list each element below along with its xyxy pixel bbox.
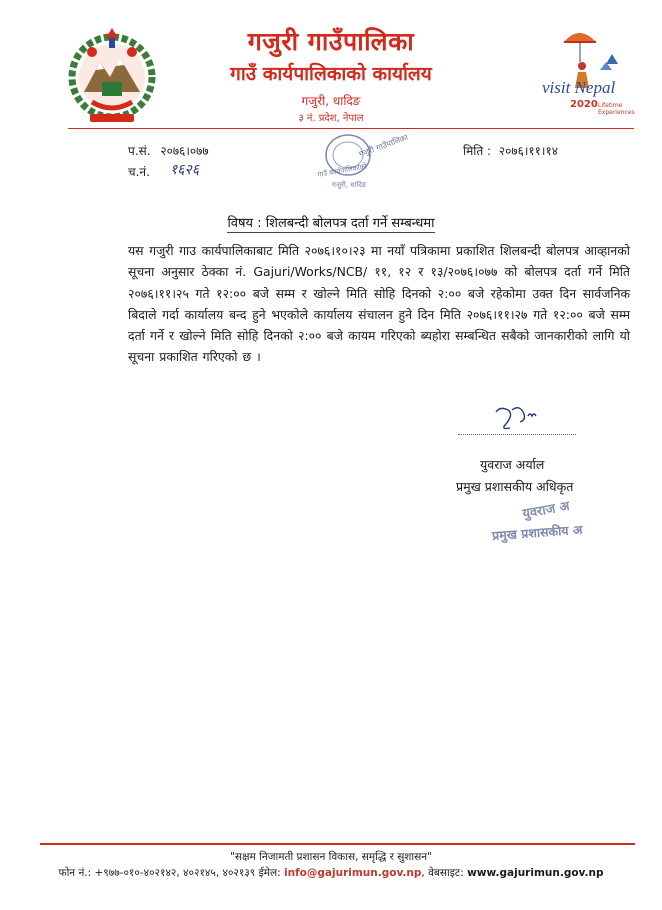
visit-logo-tagline: Lifetime Experiences [598,102,635,116]
letter-date [463,142,558,159]
date-label: मिति : [463,144,492,158]
office-stamp [300,123,410,193]
footer-contact [0,866,662,880]
footer-phone: फोन नं.: +९७७-०१०-४०२१४२, ४०२१४५, ४०२१३९ ईमेल: [58,867,281,879]
address-line1: गजुरी, धादिङ [301,94,361,108]
visit-logo-text: visit Nepal [542,78,616,97]
footer-email[interactable]: info@gajurimun.gov.np [284,867,422,879]
stamp-line2: गाउँ कार्यपालिकाको [316,162,368,179]
org-name: गजुरी गाउँपालिका [247,27,415,56]
officer-stamp-line2: प्रमुख प्रशासकीय अ [491,521,583,544]
footer-website[interactable]: www.gajurimun.gov.np [467,867,604,879]
footer-motto: "सक्षम निजामती प्रशासन विकास, समृद्धि र सुशासन" [230,851,432,863]
patra-sankhya-value: २०७६।०७७ [160,144,209,158]
signature-mark [490,402,550,438]
chalani-number: १६२६ [170,162,200,178]
officer-name: युवराज अर्याल [480,457,545,472]
address-line2: ३ नं. प्रदेश, नेपाल [298,113,364,124]
signature-line [458,434,576,435]
stamp-line3: गजुरी, धादिङ [332,181,367,189]
date-value: २०७६।११।१४ [498,144,558,158]
patra-sankhya [128,142,209,159]
subject-line [0,213,662,231]
patra-sankhya-label: प.सं. [128,144,151,158]
footer-web-label: , वेबसाइट: [421,867,464,879]
officer-stamp-line1: युवराज अ [521,498,571,522]
chalani-label: च.नं. [128,165,150,179]
officer-title: प्रमुख प्रशासकीय अधिकृत [456,479,574,494]
visit-logo-year: 2020 [570,99,598,110]
subject-text: विषय : शिलबन्दी बोलपत्र दर्ता गर्ने सम्बन्धमा [227,216,435,231]
office-name: गाउँ कार्यपालिकाको कार्यालय [230,63,432,85]
stamp-line1: गजुरी गाउँपालिका [357,132,410,159]
footer-divider [40,843,635,845]
notice-body: यस गजुरी गाउ कार्यपालिकाबाट मिति २०७६।१०।२३ मा नयाँ पत्रिकामा प्रकाशित शिलबन्दी बोलपत्र आव्हानको सूचना अनुसार ठेक्का नं. Gajuri/Works/NCB/ ११, १२ र १३/२०७६।०७७ को बोलपत्र दर्ता गर्ने मिति २०७६।११।२५ गते १२:०० बजे सम्म र खोल्ने मिति सोहि दिनको २:०० बजे रहेकोमा उक्त दिन सार्वजनिक बिदाले गर्दा कार्यालय बन्द हुने भएकोले कार्यालय संचालन हुने दिन मिति २०७६।११।२७ गते १२:०० बजे सम्म दर्ता गर्ने र खोल्ने मिति सोहि दिनको २:०० बजे कायम गरिएको ब्यहोरा सम्बन्धित सबैको जानकारीको लागि यो सूचना प्रकाशित गरिएको छ । [128,243,630,365]
